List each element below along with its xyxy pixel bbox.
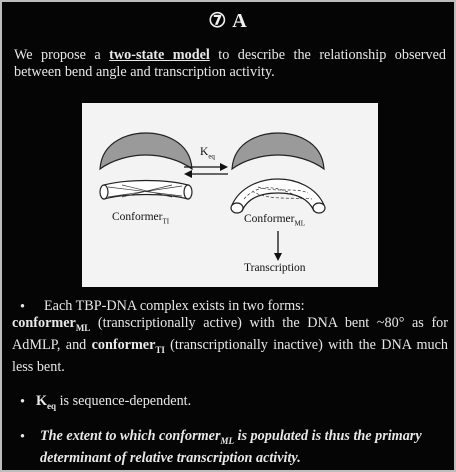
dna-left <box>104 181 188 200</box>
two-state-model-term: two-state model <box>109 47 210 63</box>
model-diagram <box>82 103 378 287</box>
tbp-saddle-right <box>232 133 324 169</box>
bullet-item: • Each TBP-DNA complex exists in two forms: conformer$_{ML}$ (transcriptionally active) with the DNA bent ~80° as for AdMLP, and conformer$_{TI}$ (transcriptionally inactive) with the DNA much less bent. <box>12 298 448 375</box>
bullet-dot-icon: • <box>20 299 25 315</box>
slide-header <box>2 8 454 33</box>
header-letter: A <box>232 10 248 32</box>
bullet-dot-icon: • <box>20 429 25 446</box>
model-figure <box>82 103 378 287</box>
keq-label: $K_{eq}$ <box>200 146 215 161</box>
bullet-dot-icon: • <box>20 393 25 410</box>
dna-right <box>232 179 324 211</box>
tbp-saddle-left <box>100 133 192 169</box>
conformer-ml-label: Conformer$_{ML}$ <box>244 213 305 228</box>
transcription-label: Transcription <box>244 262 306 274</box>
bullet-item: • $K_{eq}$ is sequence-dependent. <box>20 392 192 411</box>
bullet-item: • The extent to which conformer$_{ML}$ is populated is thus the primary determinant of relative transcription activity. <box>20 428 422 467</box>
intro-paragraph: We propose a two-state model to describe the relationship observed between bend angle and transcription activity. <box>14 47 446 80</box>
circled-number: ⑦ <box>208 10 228 32</box>
bullet-list <box>12 298 448 467</box>
conformer-ti-label: Conformer$_{TI}$ <box>112 211 170 226</box>
